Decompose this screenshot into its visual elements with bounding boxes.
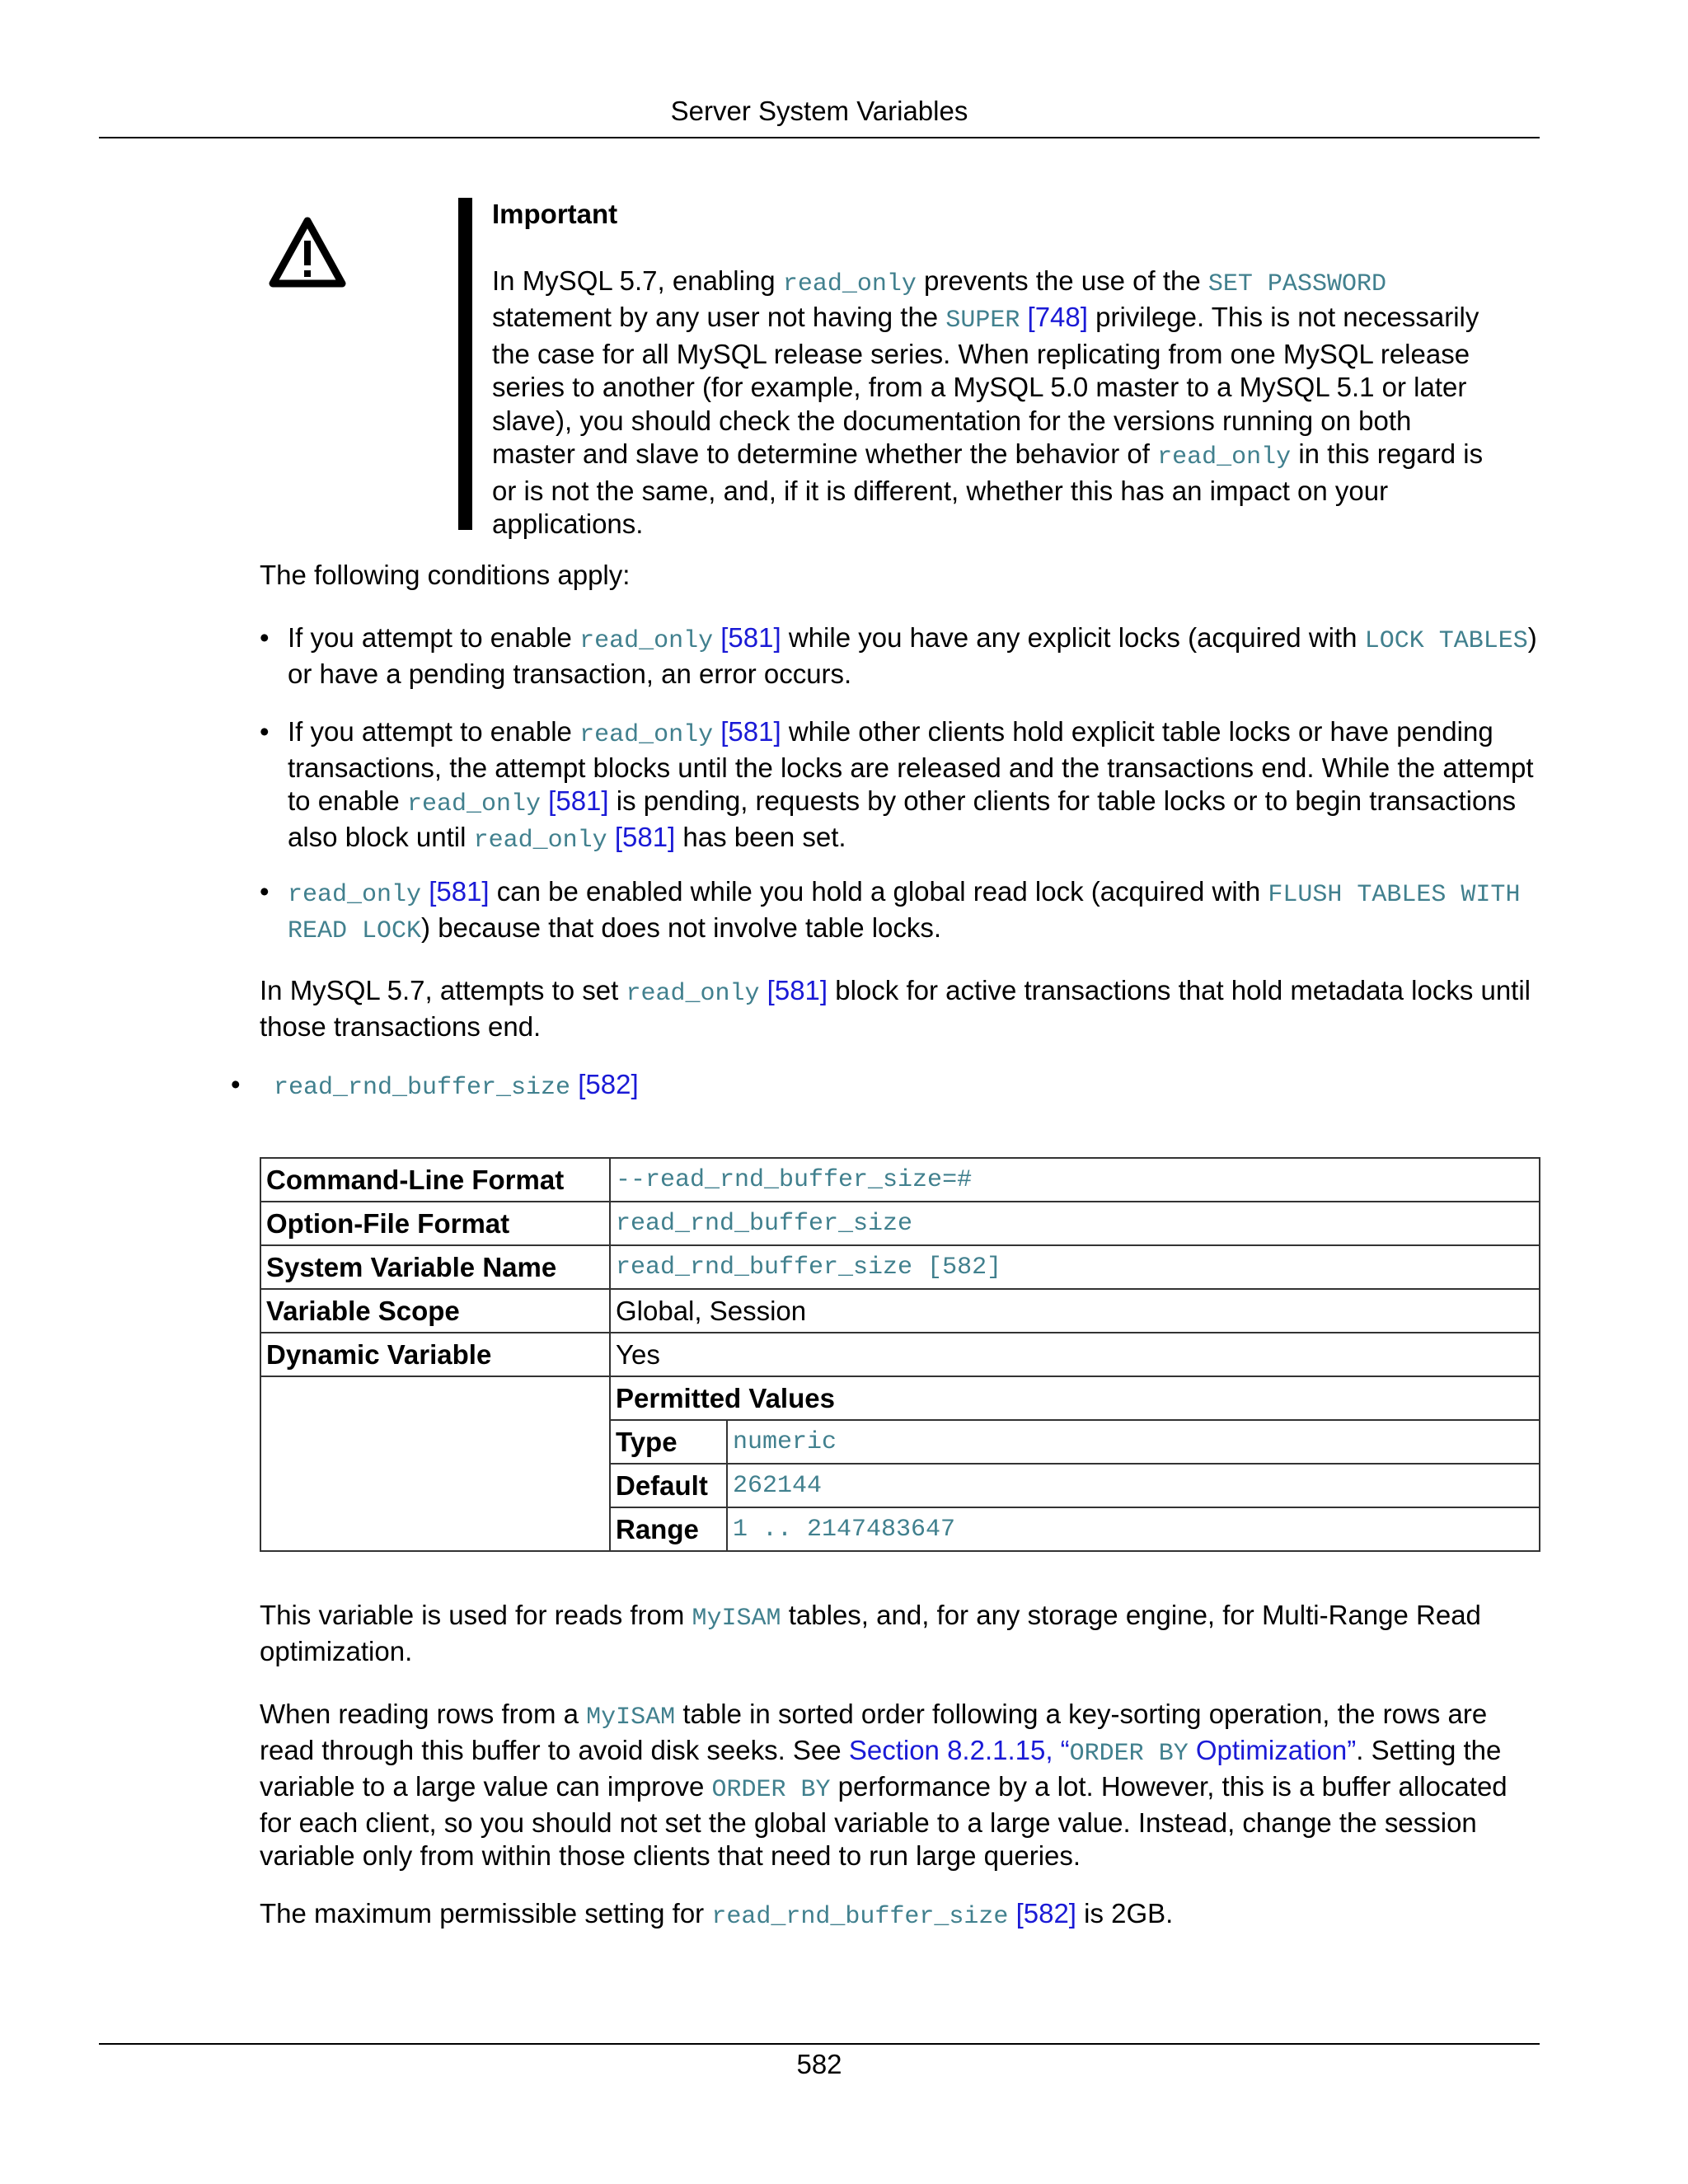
page-number: 582 bbox=[796, 2049, 842, 2079]
table-row: Dynamic Variable Yes bbox=[260, 1333, 1540, 1376]
important-sidebar bbox=[458, 198, 472, 530]
table-row: Variable Scope Global, Session bbox=[260, 1289, 1540, 1333]
list-item: • read_only [581] can be enabled while you hold a global read lock (acquired with FLUSH TABLES WITH READ LOCK) because that does not involve table locks. bbox=[260, 876, 1521, 945]
table-row: Option-File Format read_rnd_buffer_size bbox=[260, 1202, 1540, 1245]
super-privilege-link[interactable]: [748] bbox=[1027, 302, 1088, 332]
read-only-link[interactable]: [581] bbox=[767, 975, 828, 1005]
header-rule bbox=[99, 137, 1540, 138]
read-only-link[interactable]: [581] bbox=[720, 716, 781, 747]
read-only-link[interactable]: [581] bbox=[720, 622, 781, 653]
read-only-link[interactable]: [581] bbox=[548, 785, 609, 816]
table-row: Command-Line Format --read_rnd_buffer_size=# bbox=[260, 1158, 1540, 1202]
page-header-title: Server System Variables bbox=[670, 96, 968, 126]
important-admonition bbox=[492, 198, 1498, 541]
important-title: Important bbox=[492, 199, 618, 229]
read-only-link[interactable]: [581] bbox=[429, 876, 490, 907]
max-setting-paragraph: The maximum permissible setting for read_rnd_buffer_size [582] is 2GB. bbox=[260, 1898, 1174, 1931]
important-text: In MySQL 5.7, enabling read_only prevents the use of the SET PASSWORD statement by any user not having the SUPER [748] privilege. This is not necessarily the case for all MySQL release series. When replicating from one MySQL release series to another (for example, from a MySQL 5.0 master to a MySQL 5.1 or later slave), you should check the documentation for the versions running on both master and slave to determine whether the behavior of read_only in this regard is or is not the same, and, if it is different, whether this has an impact on your applications. bbox=[492, 265, 1484, 539]
warning-icon bbox=[268, 216, 347, 288]
attempts-paragraph: In MySQL 5.7, attempts to set read_only [581] block for active transactions that hold metadata locks until those transactions end. bbox=[260, 975, 1531, 1042]
permitted-values-table: Permitted Values Type numeric Default 262144 Range 1 .. 2147483647 bbox=[611, 1377, 1539, 1550]
conditions-intro: The following conditions apply: bbox=[260, 560, 631, 590]
table-row: System Variable Name read_rnd_buffer_size [582] bbox=[260, 1245, 1540, 1289]
permitted-values-row bbox=[260, 1376, 1540, 1551]
properties-table bbox=[260, 1157, 1540, 1552]
list-item: • If you attempt to enable read_only [581] while you have any explicit locks (acquired with LOCK TABLES) or have a pending transaction, an error occurs. bbox=[260, 622, 1537, 689]
permitted-values-title: Permitted Values bbox=[611, 1377, 1539, 1420]
variable-ref-link[interactable]: [582] bbox=[1015, 1898, 1076, 1929]
sorted-read-paragraph: When reading rows from a MyISAM table in sorted order following a key-sorting operation, the rows are read through this buffer to avoid disk seeks. See Section 8.2.1.15, “ORDER BY Optimization”. Setting the variable to a large value can improve ORDER BY performance by a lot. However, this is a buffer allocated for each client, so you should not set the global variable to a large value. Instead, change the session variable only from within those clients that need to run large queries. bbox=[260, 1699, 1507, 1871]
list-item: • If you attempt to enable read_only [581] while other clients hold explicit table locks or have pending transactions, the attempt blocks until the locks are released and the transactions end. While the attempt to enable read_only [581] is pending, requests by other clients for table locks or to begin transactions also block until read_only [581] has been set. bbox=[260, 716, 1534, 855]
read-only-link[interactable]: [581] bbox=[614, 822, 676, 852]
variable-name: read_rnd_buffer_size bbox=[274, 1074, 571, 1102]
variable-ref-link[interactable]: [582] bbox=[578, 1069, 639, 1099]
order-by-optimization-link[interactable]: Section 8.2.1.15, “ORDER BY Optimization” bbox=[848, 1735, 1357, 1768]
footer-rule bbox=[99, 2043, 1540, 2045]
usage-paragraph: This variable is used for reads from MyISAM tables, and, for any storage engine, for Multi-Range Read optimization. bbox=[260, 1600, 1481, 1666]
